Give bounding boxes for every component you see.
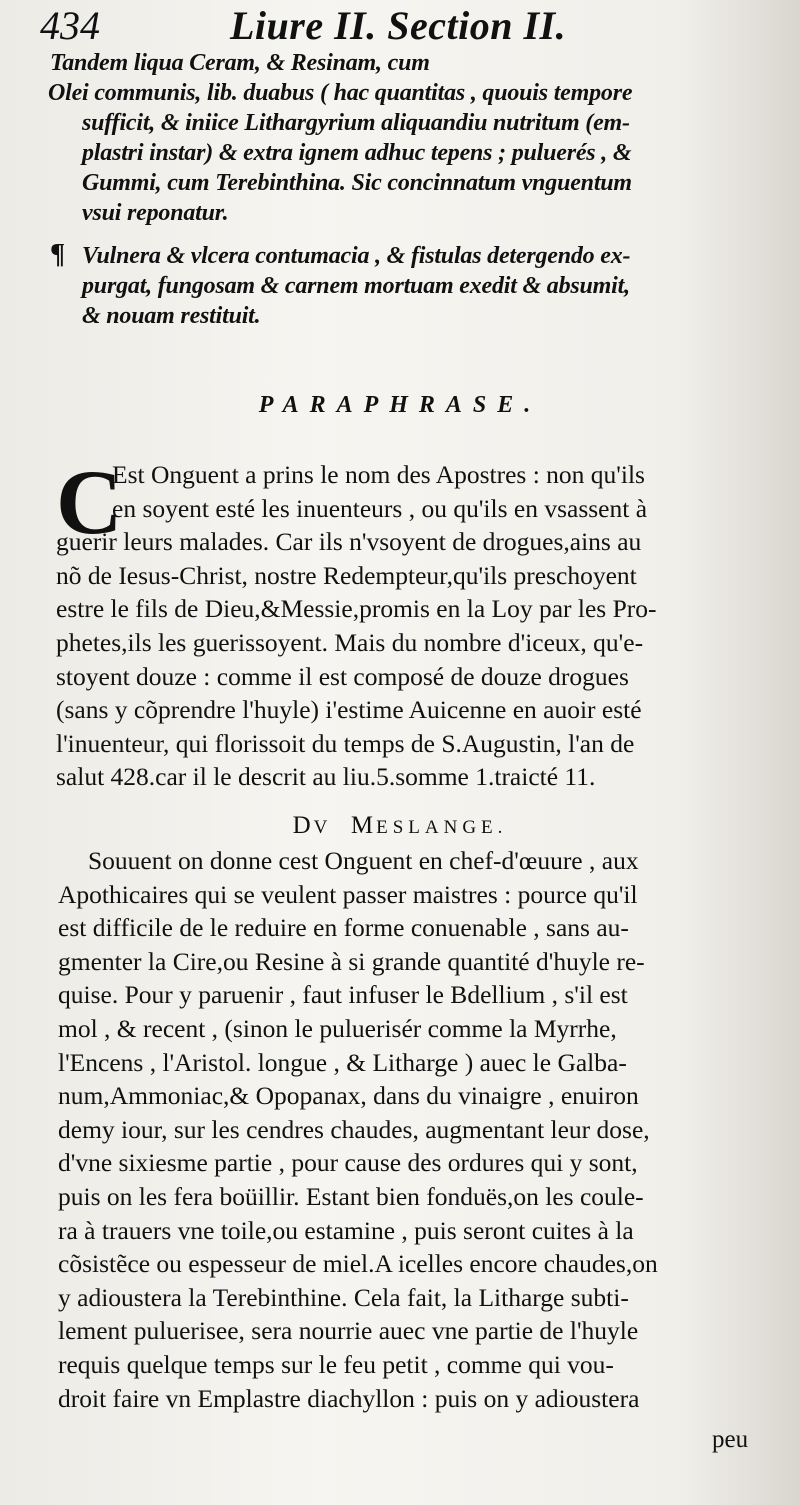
meslange-line: d'vne sixiesme partie , pour cause des ordures qui y sont, <box>58 1148 638 1178</box>
recipe-note-line: purgat, fungosam & carnem mortuam exedit & absumit, <box>82 273 630 299</box>
paraphrase-text <box>56 451 760 794</box>
meslange-line: Apothicaires qui se veulent passer maistres : pource qu'il <box>58 879 638 909</box>
meslange-line: ra à trauers vne toile,ou estamine , puis seront cuites à la <box>58 1215 634 1245</box>
meslange-line: mol , & recent , (sinon le puluerisér comme la Myrrhe, <box>58 1013 617 1043</box>
meslange-line: requis quelque temps sur le feu petit , comme qui vou- <box>58 1349 614 1379</box>
recipe-line: sufficit, & iniice Lithargyrium aliquandiu nutritum (em- <box>82 110 630 136</box>
paraphrase-line: stoyent douze : comme il est composé de douze drogues <box>56 661 629 691</box>
recipe-line: plastri instar) & extra ignem adhuc tepens ; puluerés , & <box>82 140 632 166</box>
meslange-line: droit faire vn Emplastre diachyllon : puis on y adioustera <box>58 1383 640 1413</box>
meslange-line: demy iour, sur les cendres chaudes, augmentant leur dose, <box>58 1114 650 1144</box>
paraphrase-line: guerir leurs malades. Car ils n'vsoyent de drogues,ains au <box>56 527 642 557</box>
meslange-line: cõsistẽce ou espesseur de miel.A icelles encore chaudes,on <box>58 1249 658 1279</box>
paraphrase-line: Est Onguent a prins le nom des Apostres : non qu'ils <box>112 460 645 489</box>
meslange-line: num,Ammoniac,& Opopanax, dans du vinaigre , enuiron <box>58 1081 639 1111</box>
meslange-line: y adioustera la Terebinthine. Cela fait, la Litharge subti- <box>58 1282 629 1312</box>
paraphrase-line: estre le fils de Dieu,&Messie,promis en la Loy par les Pro- <box>56 594 657 624</box>
catchword: peu <box>712 1426 749 1453</box>
recipe-line: Tandem liqua Ceram, & Resinam, cum <box>50 50 430 76</box>
page-header <box>40 2 780 46</box>
paraphrase-line: salut 428.car il le descrit au liu.5.somme 1.traicté 11. <box>56 762 596 792</box>
paraphrase-line: en soyent esté les inuenteurs , ou qu'ils en vsassent à <box>112 493 648 523</box>
latin-recipe <box>46 48 758 331</box>
meslange-line: puis on les fera boüillir. Estant bien fonduës,on les coule- <box>58 1181 644 1211</box>
recipe-line: vsui reponatur. <box>82 200 229 226</box>
paraphrase-line: nõ de Iesus-Christ, nostre Redempteur,qu'ils preschoyent <box>56 560 637 590</box>
paraphrase-line: l'inuenteur, qui florissoit du temps de S.Augustin, l'an de <box>56 728 635 758</box>
meslange-line: gmenter la Cire,ou Resine à si grande quantité d'huyle re- <box>58 946 645 976</box>
meslange-line: Souuent on donne cest Onguent en chef-d'œuure , aux <box>88 846 639 875</box>
subheading-du-meslange: DV MESLANGE. <box>292 812 508 839</box>
running-title: Liure II. Section II. <box>230 3 567 48</box>
page-number: 434 <box>40 3 100 48</box>
section-title: PARAPHRASE. <box>258 392 542 418</box>
paraphrase-line: (sans y cõprendre l'huyle) i'estime Auicenne en auoir esté <box>56 695 642 725</box>
recipe-line: Gummi, cum Terebinthina. Sic concinnatum vnguentum <box>82 170 632 196</box>
meslange-line: quise. Pour y paruenir , faut infuser le Bdellium , s'il est <box>58 980 628 1010</box>
pilcrow-mark: ¶ <box>50 239 65 270</box>
meslange-line: lement puluerisee, sera nourrie auec vne partie de l'huyle <box>58 1316 639 1346</box>
meslange-line: est difficile de le reduire en forme conuenable , sans au- <box>58 913 629 943</box>
paraphrase-line: phetes,ils les guerissoyent. Mais du nombre d'iceux, qu'e- <box>56 627 644 657</box>
drop-cap: C <box>56 451 123 553</box>
recipe-line: Olei communis, lib. duabus ( hac quantitas , quouis tempore <box>48 80 633 106</box>
meslange-text <box>58 844 760 1415</box>
recipe-note-line: ¶ Vulnera & vlcera contumacia , & fistulas detergendo ex- <box>50 239 631 270</box>
recipe-note-line: & nouam restituit. <box>82 303 261 329</box>
meslange-line: l'Encens , l'Aristol. longue , & Litharge ) auec le Galba- <box>58 1047 627 1077</box>
